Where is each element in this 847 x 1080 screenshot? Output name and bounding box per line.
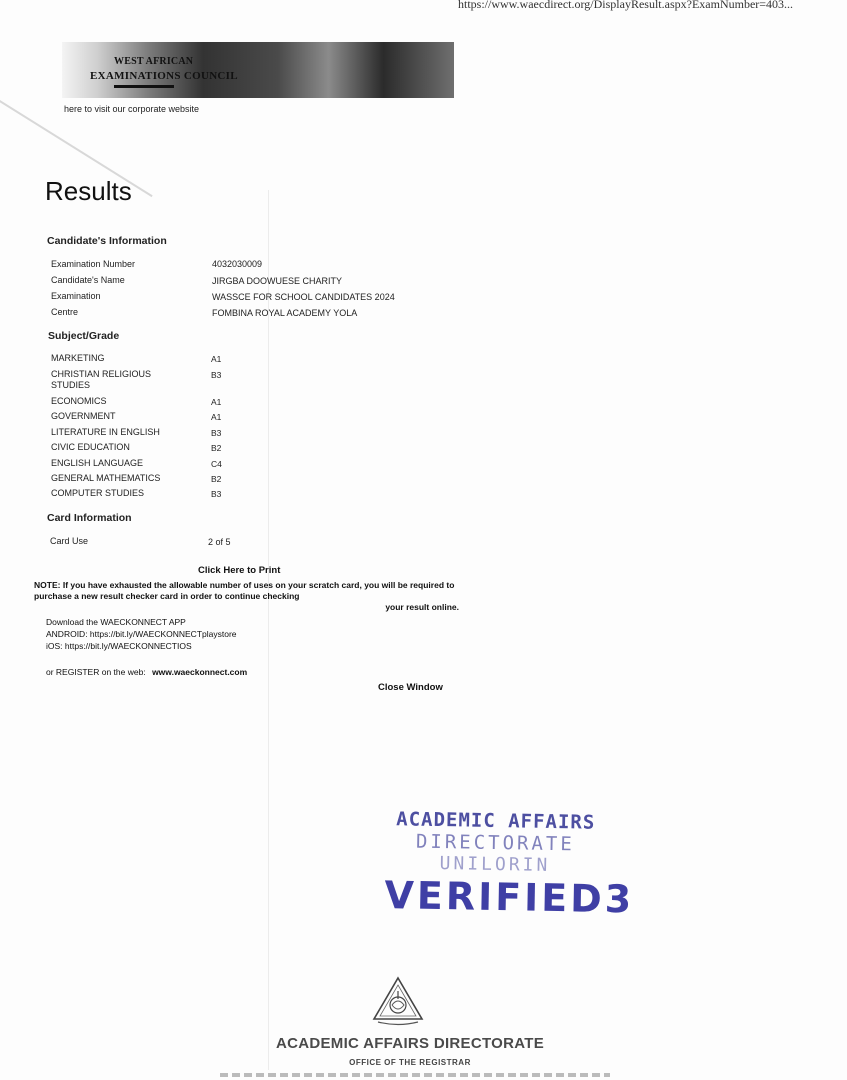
banner-line-1: WEST AFRICAN — [114, 56, 194, 67]
register-line — [46, 667, 247, 677]
app-download-text: Download the WAECKONNECT APP — [46, 617, 186, 627]
field-label: Examination — [51, 291, 101, 301]
stamp-verified: VERIFIED3 — [384, 873, 635, 922]
stamp-line-1: ACADEMIC AFFAIRS — [396, 808, 596, 834]
register-prefix: or REGISTER on the web: — [46, 667, 146, 677]
card-use-label: Card Use — [50, 536, 89, 546]
subject-grade: B3 — [211, 370, 222, 380]
subject-name: ECONOMICS — [51, 396, 107, 406]
verification-stamp — [384, 808, 635, 922]
subject-grade: A1 — [211, 397, 222, 407]
banner-rule — [114, 85, 174, 88]
subject-grade: B3 — [211, 489, 222, 499]
field-label: Centre — [51, 307, 79, 317]
page-url: https://www.waecdirect.org/DisplayResult.aspx?ExamNumber=403... — [458, 0, 794, 11]
register-url-link[interactable]: www.waeckonnect.com — [152, 667, 248, 677]
card-info-heading: Card Information — [47, 512, 132, 524]
subject-name: ENGLISH LANGUAGE — [51, 458, 144, 468]
footer-directorate-title: ACADEMIC AFFAIRS DIRECTORATE — [275, 1035, 545, 1052]
subject-name: CHRISTIAN RELIGIOUS STUDIES — [51, 369, 152, 390]
card-use-value: 2 of 5 — [208, 537, 231, 547]
subject-name: MARKETING — [51, 353, 105, 363]
android-link[interactable]: ANDROID: https://bit.ly/WAECKONNECTplaystore — [46, 629, 237, 639]
note-end: your result online. — [385, 602, 459, 612]
subject-grade-heading: Subject/Grade — [48, 330, 120, 342]
subject-grade: C4 — [211, 459, 222, 469]
footer-registrar-subtitle: OFFICE OF THE REGISTRAR — [349, 1058, 471, 1067]
scratch-card-note — [34, 580, 459, 613]
print-link[interactable]: Click Here to Print — [198, 565, 281, 576]
field-value: WASSCE FOR SCHOOL CANDIDATES 2024 — [212, 292, 395, 302]
close-window-link[interactable]: Close Window — [378, 682, 443, 693]
stamp-line-3: UNILORIN — [439, 853, 551, 876]
subject-name: COMPUTER STUDIES — [51, 488, 145, 498]
corporate-website-link[interactable]: here to visit our corporate website — [64, 104, 200, 114]
page-title: Results — [45, 176, 132, 206]
field-label: Examination Number — [51, 259, 136, 269]
subject-grade: B2 — [211, 474, 222, 484]
paper-crease — [268, 190, 269, 1070]
subject-grade: B2 — [211, 443, 222, 453]
subject-grade: A1 — [211, 354, 222, 364]
field-label: Candidate's Name — [51, 275, 125, 285]
note-text: If you have exhausted the allowable number of uses on your scratch card, you will be required to purchase a new result checker card in order to continue checking — [34, 580, 455, 601]
note-prefix: NOTE: — [34, 580, 61, 590]
subject-name: LITERATURE IN ENGLISH — [51, 427, 160, 437]
subject-name: GOVERNMENT — [51, 411, 116, 421]
field-value: JIRGBA DOOWUESE CHARITY — [212, 276, 343, 286]
ios-link[interactable]: iOS: https://bit.ly/WAECKONNECTIOS — [46, 641, 192, 651]
candidate-info-heading: Candidate's Information — [47, 235, 167, 247]
field-value: 4032030009 — [212, 259, 263, 269]
subject-name: CIVIC EDUCATION — [51, 442, 130, 452]
footer-cutoff-text — [220, 1073, 610, 1077]
subject-grade: B3 — [211, 428, 222, 438]
subject-name: GENERAL MATHEMATICS — [51, 473, 161, 483]
stamp-line-2: DIRECTORATE — [415, 830, 575, 856]
subject-grade: A1 — [211, 412, 222, 422]
waec-banner[interactable] — [62, 42, 454, 98]
field-value: FOMBINA ROYAL ACADEMY YOLA — [212, 308, 358, 318]
university-crest-icon — [370, 975, 426, 1027]
banner-line-2: EXAMINATIONS COUNCIL — [90, 70, 238, 82]
